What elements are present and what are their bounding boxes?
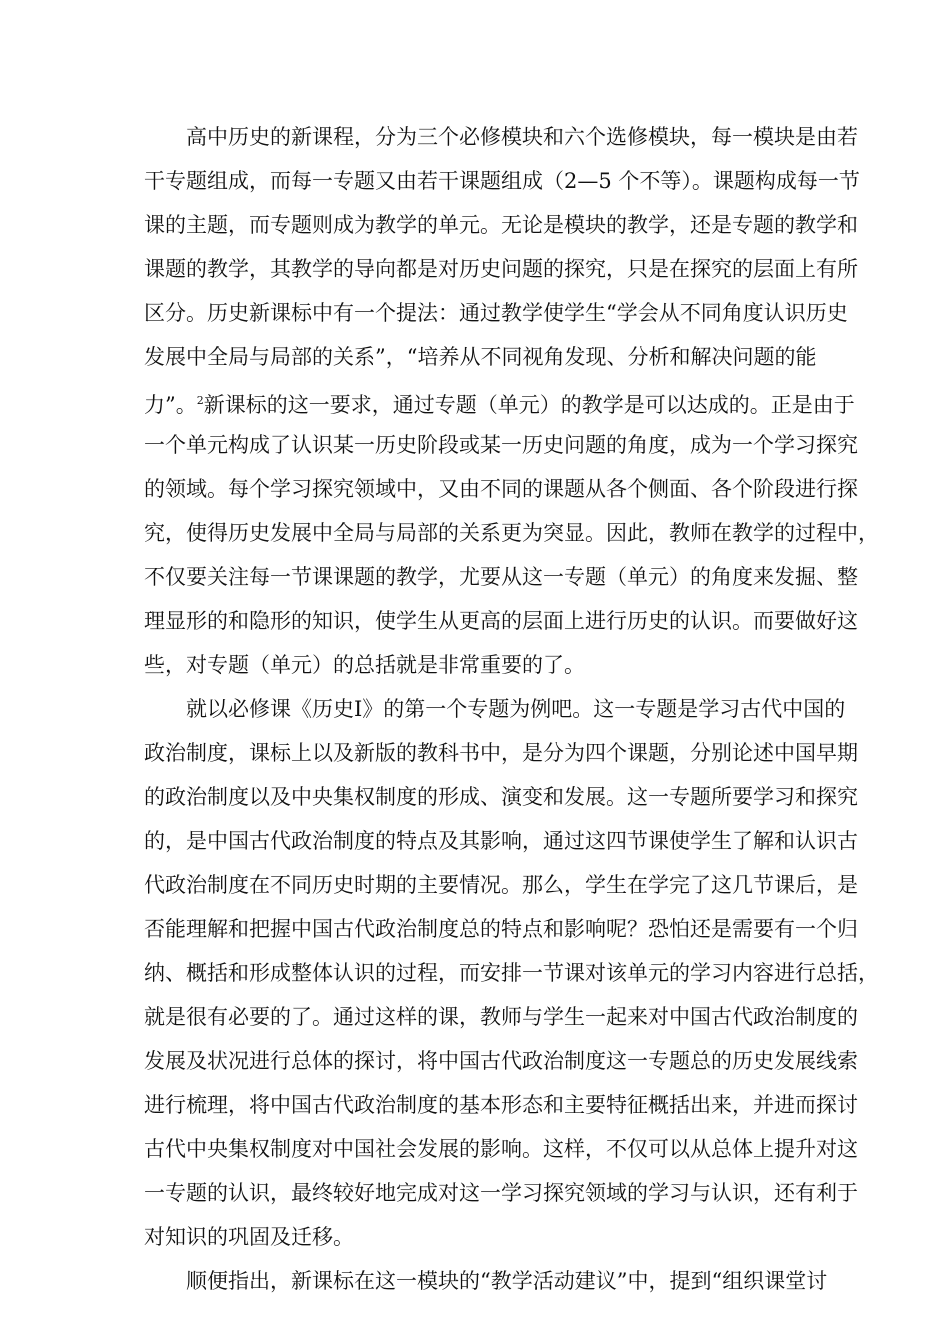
- line-text: 高中历史的新课程，分为三个必修模块和六个选修模块，每一模块是由若: [186, 125, 858, 149]
- line-text: 发展中全局与局部的关系”，“培养从不同视角发现、分析和解决问题的能: [144, 345, 817, 369]
- line-text: 对知识的巩固及迁移。: [144, 1225, 354, 1249]
- line-text: 究，使得历史发展中全局与局部的关系更为突显。因此，教师在教学的过程中，: [144, 521, 879, 545]
- text-line: [0, 687, 950, 731]
- line-text: 纳、概括和形成整体认识的过程，而安排一节课对该单元的学习内容进行总括，: [144, 961, 879, 985]
- line-text: 的领域。每个学习探究领域中，又由不同的课题从各个侧面、各个阶段进行探: [144, 477, 858, 501]
- line-text: 的政治制度以及中央集权制度的形成、演变和发展。这一专题所要学习和探究: [144, 785, 858, 809]
- text-line: [0, 907, 950, 951]
- line-text: 干专题组成，而每一专题又由若干课题组成（2—5 个不等）。课题构成每一节: [144, 169, 860, 193]
- line-text: 不仅要关注每一节课课题的教学，尤要从这一专题（单元）的角度来发掘、整: [144, 565, 858, 589]
- text-line: [0, 335, 950, 379]
- text-line: [0, 1171, 950, 1215]
- text-line: [0, 115, 950, 159]
- line-text: 就是很有必要的了。通过这样的课，教师与学生一起来对中国古代政治制度的: [144, 1005, 858, 1029]
- text-line: [0, 1215, 950, 1259]
- line-text: 些，对专题（单元）的总括就是非常重要的了。: [144, 653, 585, 677]
- text-line: [0, 731, 950, 775]
- line-text: 课的主题，而专题则成为教学的单元。无论是模块的教学，还是专题的教学和: [144, 213, 858, 237]
- line-text: 一个单元构成了认识某一历史阶段或某一历史问题的角度，成为一个学习探究: [144, 433, 858, 457]
- line-text: 理显形的和隐形的知识，使学生从更高的层面上进行历史的认识。而要做好这: [144, 609, 858, 633]
- line-text: 发展及状况进行总体的探讨，将中国古代政治制度这一专题总的历史发展线索: [144, 1049, 858, 1073]
- line-text: 就以必修课《历史Ⅰ》的第一个专题为例吧。这一专题是学习古代中国的: [186, 697, 846, 721]
- text-line: [0, 1083, 950, 1127]
- text-line: [0, 291, 950, 335]
- text-line: [0, 1259, 950, 1303]
- text-line: [0, 159, 950, 203]
- line-text: 进行梳理，将中国古代政治制度的基本形态和主要特征概括出来，并进而探讨: [144, 1093, 858, 1117]
- line-text: 顺便指出，新课标在这一模块的“教学活动建议”中，提到“组织课堂讨: [186, 1269, 828, 1293]
- text-line: [0, 247, 950, 291]
- line-text: 的，是中国古代政治制度的特点及其影响，通过这四节课使学生了解和认识古: [144, 829, 858, 853]
- text-line: [0, 951, 950, 995]
- text-line: [0, 995, 950, 1039]
- line-text: 新课标的这一要求，通过专题（单元）的教学是可以达成的。正是由于: [203, 393, 855, 417]
- text-line: [0, 379, 950, 423]
- text-line: [0, 775, 950, 819]
- line-text: 课题的教学，其教学的导向都是对历史问题的探究，只是在探究的层面上有所: [144, 257, 858, 281]
- text-line: [0, 863, 950, 907]
- text-line: [0, 1039, 950, 1083]
- line-text: 一专题的认识，最终较好地完成对这一学习探究领域的学习与认识，还有利于: [144, 1181, 858, 1205]
- footnote-mark: 2: [196, 394, 204, 407]
- text-line: [0, 599, 950, 643]
- text-line: [0, 555, 950, 599]
- text-line: [0, 511, 950, 555]
- line-text: 区分。历史新课标中有一个提法：通过教学使学生“学会从不同角度认识历史: [144, 301, 848, 325]
- line-text: 代政治制度在不同历史时期的主要情况。那么，学生在学完了这几节课后，是: [144, 873, 858, 897]
- line-text: 古代中央集权制度对中国社会发展的影响。这样，不仅可以从总体上提升对这: [144, 1137, 858, 1161]
- text-line: [0, 203, 950, 247]
- line-text: 力”。: [144, 393, 197, 417]
- line-text-with-footnote: [144, 379, 855, 427]
- line-text: 否能理解和把握中国古代政治制度总的特点和影响呢？恐怕还是需要有一个归: [144, 917, 858, 941]
- text-line: [0, 467, 950, 511]
- text-line: [0, 423, 950, 467]
- text-line: [0, 1127, 950, 1171]
- text-line: [0, 819, 950, 863]
- line-text: 政治制度，课标上以及新版的教科书中，是分为四个课题，分别论述中国早期: [144, 741, 858, 765]
- text-line: [0, 643, 950, 687]
